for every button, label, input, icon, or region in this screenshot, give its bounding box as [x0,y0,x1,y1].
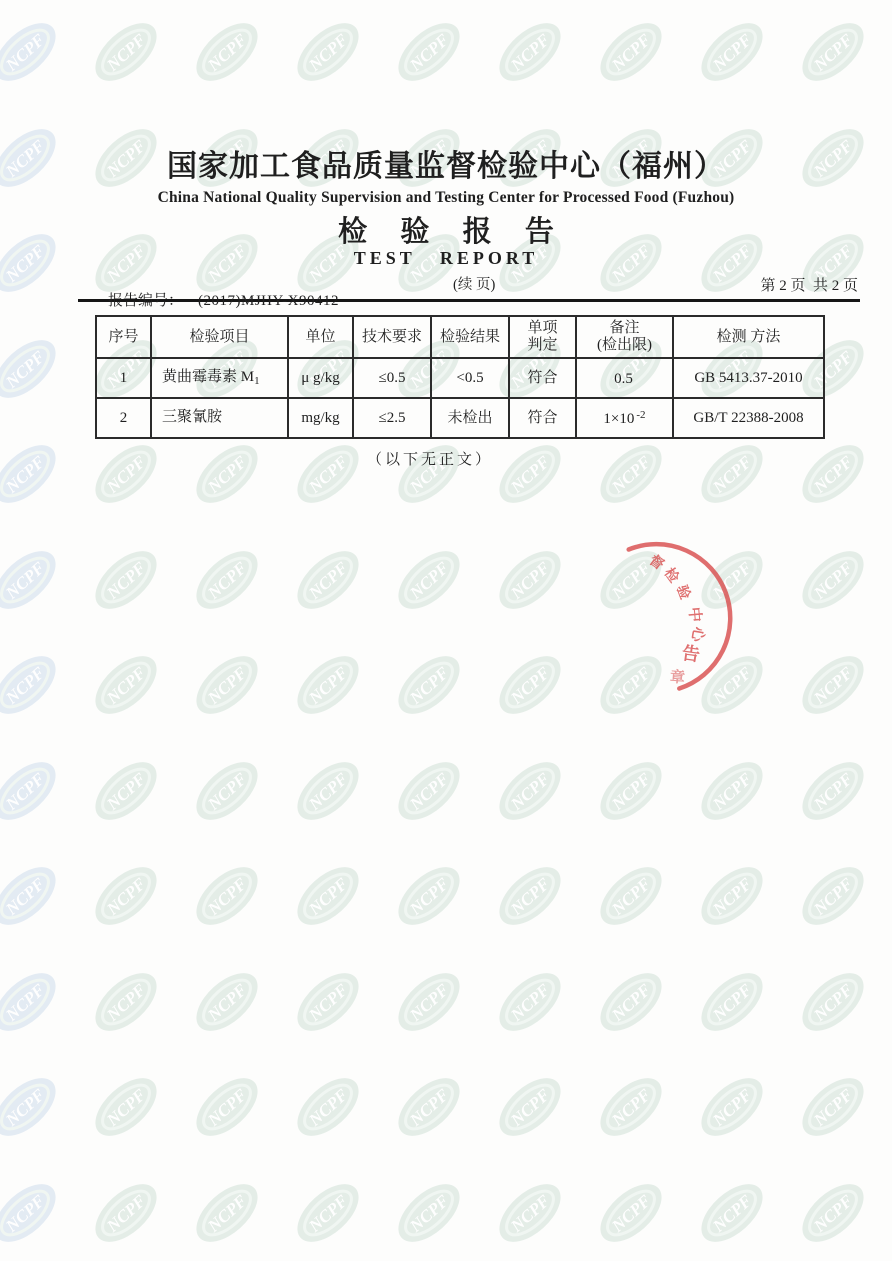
ncpf-watermark-logo [389,645,469,725]
report-title-cn: 检 验 报 告 [338,216,554,248]
ncpf-watermark-logo [86,645,166,725]
ncpf-watermark-logo [0,856,65,936]
stamp-character: 告 [680,642,702,666]
ncpf-watermark-logo [490,1173,570,1253]
cell-unit: mg/kg [288,398,353,438]
ncpf-watermark-logo [0,1173,65,1253]
ncpf-watermark-logo [187,645,267,725]
ncpf-watermark-logo [490,751,570,831]
cell-result: <0.5 [431,358,509,398]
stamp-character: 中 [685,606,703,623]
ncpf-watermark-logo [389,856,469,936]
stamp-character: 检 [660,565,681,586]
ncpf-watermark-logo [288,962,368,1042]
ncpf-watermark-logo [389,1067,469,1147]
col-header-no: 序号 [96,316,151,358]
col-header-remark: 备注 (检出限) [576,316,673,358]
ncpf-watermark-logo [591,962,671,1042]
ncpf-watermark-logo [187,962,267,1042]
ncpf-watermark-logo [86,751,166,831]
ncpf-watermark-logo [490,962,570,1042]
table-row [96,358,824,398]
ncpf-watermark-logo [288,751,368,831]
ncpf-watermark-logo [389,1173,469,1253]
remark-superscript: -2 [636,408,646,421]
col-header-result: 检验结果 [431,316,509,358]
document-header [0,150,892,269]
stamp-character: 章 [669,669,686,687]
ncpf-watermark-logo [187,1173,267,1253]
ncpf-watermark-logo [692,856,772,936]
ncpf-watermark-logo [793,1173,873,1253]
ncpf-watermark-logo [288,856,368,936]
col-header-item: 检验项目 [151,316,288,358]
ncpf-watermark-logo [490,1067,570,1147]
ncpf-watermark-logo [288,645,368,725]
stamp-character: 验 [673,583,693,602]
cell-judgement: 符合 [509,358,576,398]
col-header-requirement: 技术要求 [353,316,431,358]
ncpf-watermark-logo [692,962,772,1042]
ncpf-watermark-logo [490,856,570,936]
stamp-character: 心 [687,625,707,644]
report-number-value: (2017)MJHY-X90412 [198,293,340,310]
ncpf-watermark-logo [0,1067,65,1147]
ncpf-watermark-logo [86,540,166,620]
ncpf-watermark-logo [793,856,873,936]
ncpf-watermark-logo [591,751,671,831]
ncpf-watermark-logo [692,1173,772,1253]
cell-remark: 1×10 $^{-2}$ [576,398,673,438]
stamp-character: 督 [646,553,667,574]
cell-judgement: 符合 [509,398,576,438]
cell-method: GB 5413.37-2010 [673,358,824,398]
ncpf-watermark-logo [288,1067,368,1147]
no-further-text-note: （以下无正文） [366,452,493,469]
cell-remark: 0.5 [576,358,673,398]
ncpf-watermark-logo [793,540,873,620]
ncpf-watermark-logo [692,751,772,831]
report-number-label: 报告编号： [108,293,184,310]
cell-item: 三聚氰胺 [151,398,288,438]
ncpf-watermark-logo [389,540,469,620]
ncpf-watermark-logo [187,540,267,620]
report-meta-row [78,272,858,310]
ncpf-watermark-logo [0,645,65,725]
ncpf-watermark-logo [490,540,570,620]
item-subscript: 1 [254,375,260,388]
ncpf-watermark-logo [591,1173,671,1253]
cell-method: GB/T 22388-2008 [673,398,824,438]
cell-requirement: ≤0.5 [353,358,431,398]
ncpf-watermark-logo [86,1173,166,1253]
col-header-method: 检测 方法 [673,316,824,358]
page-number-info: 第 2 页 共 2 页 [760,278,858,295]
report-number [78,272,339,327]
col-header-judgement: 单项 判定 [509,316,576,358]
cell-result: 未检出 [431,398,509,438]
ncpf-watermark-logo [793,751,873,831]
ncpf-watermark-logo [0,540,65,620]
report-title-en: TEST REPORT [353,248,539,269]
ncpf-watermark-logo [389,751,469,831]
organization-name-en: China National Quality Supervision and Testing Center for Processed Food (Fuzhou) [157,189,735,206]
ncpf-watermark-logo [86,856,166,936]
continuation-page-note: (续 页) [453,277,496,294]
ncpf-watermark-logo [86,1067,166,1147]
ncpf-watermark-logo [490,645,570,725]
ncpf-watermark-logo [793,962,873,1042]
table-row [96,398,824,438]
col-header-unit: 单位 [288,316,353,358]
ncpf-watermark-logo [86,962,166,1042]
test-results-table [95,315,825,439]
ncpf-watermark-logo [288,1173,368,1253]
ncpf-watermark-logo [288,540,368,620]
cell-no: 1 [96,358,151,398]
ncpf-watermark-logo [389,962,469,1042]
cell-requirement: ≤2.5 [353,398,431,438]
ncpf-watermark-logo [793,645,873,725]
ncpf-watermark-logo [187,1067,267,1147]
cell-no: 2 [96,398,151,438]
ncpf-watermark-logo [187,751,267,831]
ncpf-watermark-logo [187,856,267,936]
ncpf-watermark-logo [692,1067,772,1147]
ncpf-watermark-logo [591,856,671,936]
ncpf-watermark-logo [591,1067,671,1147]
official-red-stamp [596,534,746,702]
ncpf-watermark-logo [0,962,65,1042]
ncpf-watermark-logo [793,1067,873,1147]
cell-unit: μ g/kg [288,358,353,398]
organization-name-cn: 国家加工食品质量监督检验中心（福州） [167,150,725,183]
cell-item: 黄曲霉毒素 $M_1$ [151,358,288,398]
ncpf-watermark-logo [0,751,65,831]
